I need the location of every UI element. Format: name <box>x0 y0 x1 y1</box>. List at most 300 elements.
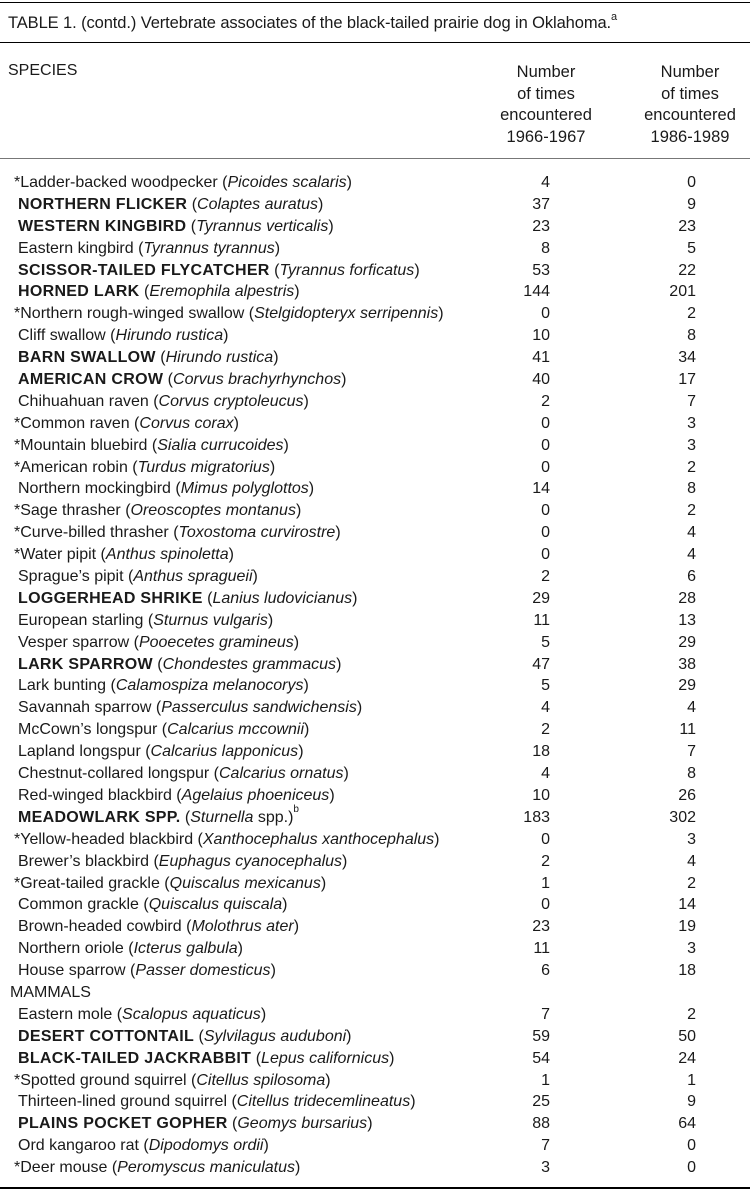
scientific-name: Stelgidopteryx serripennis <box>254 305 439 323</box>
scientific-name: Icterus galbula <box>133 940 238 958</box>
species-name: *American robin (Turdus migratorius) <box>14 458 276 476</box>
count-1986-1989: 2 <box>687 874 696 892</box>
count-1966-1967: 5 <box>541 677 550 695</box>
count-1986-1989: 29 <box>678 677 696 695</box>
count-1966-1967: 0 <box>541 546 550 564</box>
count-1966-1967: 40 <box>532 371 550 389</box>
count-1966-1967: 3 <box>541 1159 550 1177</box>
new-record-marker: * <box>14 1071 21 1089</box>
col-b-line-3: encountered <box>644 106 736 124</box>
species-name: Cliff swallow (Hirundo rustica) <box>18 327 229 345</box>
count-1966-1967: 0 <box>541 896 550 914</box>
count-1966-1967: 0 <box>541 458 550 476</box>
common-name: House sparrow <box>18 962 126 980</box>
scientific-name: Chondestes grammacus <box>162 655 337 673</box>
table-row <box>0 260 754 282</box>
count-1966-1967: 7 <box>541 1137 550 1155</box>
common-name: McCown’s longspur <box>18 721 158 739</box>
count-1966-1967: 37 <box>532 195 550 213</box>
count-1986-1989: 6 <box>687 568 696 586</box>
species-column-header: SPECIES <box>8 62 78 79</box>
new-record-marker: * <box>14 524 21 542</box>
common-name: Brewer’s blackbird <box>18 852 150 870</box>
common-name: WESTERN KINGBIRD <box>18 217 187 235</box>
count-1966-1967: 14 <box>532 480 550 498</box>
count-1966-1967: 144 <box>523 283 550 301</box>
new-record-marker: * <box>14 436 21 454</box>
count-1966-1967: 4 <box>541 699 550 717</box>
common-name: PLAINS POCKET GOPHER <box>18 1115 228 1133</box>
count-1986-1989: 3 <box>687 414 696 432</box>
species-name: *Spotted ground squirrel (Citellus spilosoma) <box>14 1071 331 1089</box>
scientific-name: Sylvilagus auduboni <box>203 1027 347 1045</box>
scientific-name: Anthus spragueii <box>133 568 253 586</box>
table-row <box>0 719 754 741</box>
species-name: *Water pipit (Anthus spinoletta) <box>14 546 234 564</box>
section-label: MAMMALS <box>10 983 91 1001</box>
species-name: NORTHERN FLICKER (Colaptes auratus) <box>18 195 324 213</box>
table-row <box>0 960 754 982</box>
species-name: BARN SWALLOW (Hirundo rustica) <box>18 349 279 367</box>
table-row <box>0 325 754 347</box>
species-name: Lapland longspur (Calcarius lapponicus) <box>18 743 304 761</box>
table-row <box>0 172 754 194</box>
count-1986-1989: 17 <box>678 371 696 389</box>
scientific-name: Corvus brachyrhynchos <box>173 371 342 389</box>
table-row <box>0 413 754 435</box>
table-row <box>0 610 754 632</box>
count-1986-1989: 38 <box>678 655 696 673</box>
count-1966-1967: 2 <box>541 392 550 410</box>
count-1986-1989: 0 <box>687 174 696 191</box>
count-1986-1989: 64 <box>678 1115 696 1133</box>
species-name: LOGGERHEAD SHRIKE (Lanius ludovicianus) <box>18 589 358 607</box>
species-name: Northern oriole (Icterus galbula) <box>18 940 243 958</box>
scientific-name: Tyrannus verticalis <box>196 217 329 235</box>
species-name: *Yellow-headed blackbird (Xanthocephalus xanthocephalus) <box>14 830 440 848</box>
scientific-name: Hirundo rustica <box>165 349 274 367</box>
table-row <box>0 391 754 413</box>
table-row <box>0 457 754 479</box>
scientific-name: Oreoscoptes montanus <box>130 502 296 520</box>
common-name: Common grackle <box>18 896 139 914</box>
common-name: Northern mockingbird <box>18 480 171 498</box>
count-1986-1989: 7 <box>687 743 696 761</box>
scientific-name: Geomys bursarius <box>237 1115 368 1133</box>
table-row <box>0 588 754 610</box>
species-name: Brown-headed cowbird (Molothrus ater) <box>18 918 300 936</box>
common-name: LARK SPARROW <box>18 655 153 673</box>
count-1966-1967: 0 <box>541 305 550 323</box>
common-name: Curve-billed thrasher <box>20 524 169 542</box>
count-1966-1967: 0 <box>541 830 550 848</box>
table-row <box>0 478 754 500</box>
scientific-name: Passer domesticus <box>135 962 271 980</box>
species-name: WESTERN KINGBIRD (Tyrannus verticalis) <box>18 217 334 235</box>
scientific-name: Mimus polyglottos <box>180 480 309 498</box>
count-1966-1967: 54 <box>532 1049 550 1067</box>
col-b-line-1: Number <box>660 63 720 81</box>
common-name: Brown-headed cowbird <box>18 918 182 936</box>
table-row <box>0 1113 754 1135</box>
common-name: Northern rough-winged swallow <box>20 305 245 323</box>
count-1986-1989: 8 <box>687 327 696 345</box>
common-name: SCISSOR-TAILED FLYCATCHER <box>18 261 270 279</box>
new-record-marker: * <box>14 414 21 432</box>
scientific-name: Peromyscus maniculatus <box>117 1159 296 1177</box>
table-row <box>0 829 754 851</box>
footnote-marker: b <box>293 803 299 815</box>
scientific-name: Toxostoma curvirostre <box>178 524 336 542</box>
common-name: Sage thrasher <box>20 502 121 520</box>
species-name: BLACK-TAILED JACKRABBIT (Lepus californicus) <box>18 1049 395 1067</box>
count-1986-1989: 3 <box>687 830 696 848</box>
count-1966-1967: 23 <box>532 217 550 235</box>
col-a-line-4: 1966-1967 <box>506 127 586 146</box>
new-record-marker: * <box>14 458 21 476</box>
scientific-name: Sturnella <box>190 808 254 826</box>
common-name: MEADOWLARK SPP. <box>18 808 181 826</box>
common-name: American robin <box>20 458 128 476</box>
scientific-name: Dipodomys ordii <box>148 1137 264 1155</box>
table-row <box>0 281 754 303</box>
table-row <box>0 435 754 457</box>
common-name: Yellow-headed blackbird <box>20 830 194 848</box>
scientific-name: Citellus spilosoma <box>196 1071 326 1089</box>
species-name: Savannah sparrow (Passerculus sandwichensis) <box>18 699 363 717</box>
scientific-name: Citellus tridecemlineatus <box>236 1093 411 1111</box>
count-1966-1967: 0 <box>541 502 550 520</box>
common-name: Thirteen-lined ground squirrel <box>18 1093 227 1111</box>
common-name: Ord kangaroo rat <box>18 1137 139 1155</box>
scientific-name: Calcarius mccownii <box>167 721 305 739</box>
species-name: Brewer’s blackbird (Euphagus cyanocephalus) <box>18 852 348 870</box>
scientific-name: Eremophila alpestris <box>149 283 295 301</box>
table-row <box>0 675 754 697</box>
count-1966-1967: 1 <box>541 874 550 892</box>
scientific-name: Tyrannus forficatus <box>279 261 415 279</box>
table-row <box>0 697 754 719</box>
top-rule <box>0 2 750 3</box>
count-1966-1967: 41 <box>532 349 550 367</box>
species-name: McCown’s longspur (Calcarius mccownii) <box>18 721 310 739</box>
table-row <box>0 1135 754 1157</box>
scientific-name: Calamospiza melanocorys <box>115 677 304 695</box>
common-name: Savannah sparrow <box>18 699 152 717</box>
count-1966-1967: 59 <box>532 1027 550 1045</box>
count-1986-1989: 2 <box>687 502 696 520</box>
column-header-1986-1989 <box>620 62 754 148</box>
scientific-name: Corvus corax <box>139 414 234 432</box>
new-record-marker: * <box>14 874 21 892</box>
table-row <box>0 500 754 522</box>
caption-rule <box>0 42 750 43</box>
count-1986-1989: 0 <box>687 1159 696 1177</box>
table-row <box>0 1091 754 1113</box>
species-name: *Ladder-backed woodpecker (Picoides scalaris) <box>14 174 352 191</box>
new-record-marker: * <box>14 830 21 848</box>
count-1966-1967: 10 <box>532 327 550 345</box>
count-1986-1989: 9 <box>687 195 696 213</box>
new-record-marker: * <box>14 305 21 323</box>
scientific-name: Euphagus cyanocephalus <box>158 852 343 870</box>
count-1986-1989: 2 <box>687 458 696 476</box>
common-name: Eastern mole <box>18 1005 113 1023</box>
count-1966-1967: 8 <box>541 239 550 257</box>
common-name: Sprague’s pipit <box>18 568 124 586</box>
count-1986-1989: 14 <box>678 896 696 914</box>
common-name: Red-winged blackbird <box>18 786 172 804</box>
count-1966-1967: 4 <box>541 174 550 191</box>
common-name: Great-tailed grackle <box>20 874 160 892</box>
common-name: AMERICAN CROW <box>18 371 164 389</box>
table-row <box>0 1070 754 1092</box>
common-name: Chihuahuan raven <box>18 392 149 410</box>
common-name: European starling <box>18 611 144 629</box>
count-1966-1967: 7 <box>541 1005 550 1023</box>
count-1986-1989: 5 <box>687 239 696 257</box>
count-1966-1967: 47 <box>532 655 550 673</box>
species-name: House sparrow (Passer domesticus) <box>18 962 276 980</box>
species-name: Vesper sparrow (Pooecetes gramineus) <box>18 633 300 651</box>
count-1966-1967: 0 <box>541 524 550 542</box>
count-1986-1989: 4 <box>687 546 696 564</box>
count-1986-1989: 302 <box>669 808 696 826</box>
count-1966-1967: 0 <box>541 436 550 454</box>
scientific-name: Scalopus aquaticus <box>122 1005 261 1023</box>
table-row <box>0 1004 754 1026</box>
table-row <box>0 369 754 391</box>
caption-footnote-marker: a <box>611 11 618 23</box>
count-1966-1967: 10 <box>532 786 550 804</box>
common-name: Common raven <box>20 414 130 432</box>
table-row <box>0 803 754 829</box>
common-name: Lapland longspur <box>18 743 141 761</box>
table-row <box>0 522 754 544</box>
count-1986-1989: 201 <box>669 283 696 301</box>
count-1966-1967: 6 <box>541 962 550 980</box>
species-name: HORNED LARK (Eremophila alpestris) <box>18 283 300 301</box>
scientific-name: Picoides scalaris <box>227 174 347 191</box>
species-name: Thirteen-lined ground squirrel (Citellus tridecemlineatus) <box>18 1093 416 1111</box>
common-name: BARN SWALLOW <box>18 349 156 367</box>
count-1986-1989: 19 <box>678 918 696 936</box>
col-a-line-1: Number <box>516 63 576 81</box>
species-name: Eastern mole (Scalopus aquaticus) <box>18 1005 267 1023</box>
col-b-line-4: 1986-1989 <box>650 127 730 146</box>
col-b-line-2: of times <box>661 84 719 103</box>
count-1986-1989: 11 <box>679 721 696 739</box>
column-header-1966-1967 <box>476 62 616 148</box>
count-1986-1989: 4 <box>687 852 696 870</box>
count-1986-1989: 3 <box>687 940 696 958</box>
scientific-name: Passerculus sandwichensis <box>161 699 357 717</box>
count-1986-1989: 7 <box>687 392 696 410</box>
common-name: Vesper sparrow <box>18 633 130 651</box>
table-row <box>0 544 754 566</box>
table-row <box>0 851 754 873</box>
count-1986-1989: 4 <box>687 524 696 542</box>
table-row <box>0 303 754 325</box>
species-name: Common grackle (Quiscalus quiscala) <box>18 896 288 914</box>
count-1986-1989: 2 <box>687 1005 696 1023</box>
common-name: Cliff swallow <box>18 327 106 345</box>
table-row <box>0 566 754 588</box>
count-1966-1967: 183 <box>523 808 550 826</box>
species-name: Lark bunting (Calamospiza melanocorys) <box>18 677 309 695</box>
count-1966-1967: 29 <box>532 589 550 607</box>
count-1986-1989: 34 <box>678 349 696 367</box>
count-1986-1989: 18 <box>678 962 696 980</box>
species-name: *Great-tailed grackle (Quiscalus mexicanus) <box>14 874 327 892</box>
common-name: BLACK-TAILED JACKRABBIT <box>18 1049 252 1067</box>
count-1966-1967: 0 <box>541 414 550 432</box>
common-name: LOGGERHEAD SHRIKE <box>18 589 203 607</box>
scientific-name: Quiscalus quiscala <box>148 896 283 914</box>
species-name: Sprague’s pipit (Anthus spragueii) <box>18 568 258 586</box>
species-name: Chestnut-collared longspur (Calcarius ornatus) <box>18 765 349 783</box>
table-row <box>0 654 754 676</box>
species-name: Ord kangaroo rat (Dipodomys ordii) <box>18 1137 269 1155</box>
common-name: Ladder-backed woodpecker <box>20 174 218 191</box>
count-1986-1989: 3 <box>687 436 696 454</box>
count-1966-1967: 2 <box>541 852 550 870</box>
species-name: *Mountain bluebird (Sialia currucoides) <box>14 436 289 454</box>
scientific-name: Sialia currucoides <box>157 436 284 454</box>
count-1986-1989: 50 <box>678 1027 696 1045</box>
table-row <box>0 216 754 238</box>
scientific-name: Colaptes auratus <box>197 195 318 213</box>
table-row <box>0 916 754 938</box>
species-name: LARK SPARROW (Chondestes grammacus) <box>18 655 342 673</box>
count-1966-1967: 11 <box>533 940 550 958</box>
table-row <box>0 938 754 960</box>
scientific-name: Turdus migratorius <box>137 458 270 476</box>
count-1966-1967: 18 <box>532 743 550 761</box>
species-name: *Curve-billed thrasher (Toxostoma curvirostre) <box>14 524 341 542</box>
species-name: *Sage thrasher (Oreoscoptes montanus) <box>14 502 302 520</box>
count-1986-1989: 26 <box>678 786 696 804</box>
species-name: *Northern rough-winged swallow (Stelgidopteryx serripennis) <box>14 305 444 323</box>
table-row <box>0 194 754 216</box>
species-name: DESERT COTTONTAIL (Sylvilagus auduboni) <box>18 1027 352 1045</box>
table-row <box>0 785 754 807</box>
count-1966-1967: 1 <box>541 1071 550 1089</box>
table-row <box>0 1157 754 1179</box>
scientific-name: Lepus californicus <box>261 1049 390 1067</box>
caption-text: TABLE 1. (contd.) Vertebrate associates of the black-tailed prairie dog in Oklahoma. <box>8 14 612 32</box>
species-name: *Common raven (Corvus corax) <box>14 414 239 432</box>
table-row <box>0 741 754 763</box>
count-1986-1989: 4 <box>687 699 696 717</box>
species-name: MEADOWLARK SPP. (Sturnella spp.)$^b$ <box>18 803 299 826</box>
common-name: DESERT COTTONTAIL <box>18 1027 195 1045</box>
count-1966-1967: 23 <box>532 918 550 936</box>
count-1966-1967: 2 <box>541 721 550 739</box>
scientific-name: Hirundo rustica <box>115 327 224 345</box>
species-name: Chihuahuan raven (Corvus cryptoleucus) <box>18 392 309 410</box>
species-name: SCISSOR-TAILED FLYCATCHER (Tyrannus forficatus) <box>18 261 420 279</box>
count-1986-1989: 0 <box>687 1137 696 1155</box>
count-1986-1989: 22 <box>678 261 696 279</box>
table-row <box>0 763 754 785</box>
new-record-marker: * <box>14 502 21 520</box>
header-rule <box>0 158 750 159</box>
new-record-marker: * <box>14 174 21 191</box>
table-row <box>0 1048 754 1070</box>
common-name: Deer mouse <box>20 1159 108 1177</box>
scientific-name: Molothrus ater <box>191 918 294 936</box>
count-1986-1989: 9 <box>687 1093 696 1111</box>
table-row <box>0 632 754 654</box>
section-heading <box>0 982 754 1004</box>
common-name: NORTHERN FLICKER <box>18 195 188 213</box>
col-a-line-3: encountered <box>500 106 592 124</box>
count-1986-1989: 13 <box>678 611 696 629</box>
count-1966-1967: 88 <box>532 1115 550 1133</box>
common-name: Chestnut-collared longspur <box>18 765 210 783</box>
common-name: Northern oriole <box>18 940 124 958</box>
table-row <box>0 238 754 260</box>
scientific-name: Calcarius lapponicus <box>150 743 299 761</box>
species-name: Red-winged blackbird (Agelaius phoeniceus) <box>18 786 335 804</box>
scientific-name: Lanius ludovicianus <box>212 589 353 607</box>
count-1966-1967: 11 <box>533 611 550 629</box>
species-name: AMERICAN CROW (Corvus brachyrhynchos) <box>18 371 347 389</box>
name-suffix: spp.) <box>257 808 294 826</box>
species-name: European starling (Sturnus vulgaris) <box>18 611 274 629</box>
scientific-name: Agelaius phoeniceus <box>181 786 330 804</box>
table-row <box>0 894 754 916</box>
species-name: Northern mockingbird (Mimus polyglottos) <box>18 480 315 498</box>
new-record-marker: * <box>14 546 21 564</box>
common-name: Water pipit <box>20 546 97 564</box>
table-body <box>0 172 754 1179</box>
table-row <box>0 873 754 895</box>
count-1966-1967: 2 <box>541 568 550 586</box>
common-name: Spotted ground squirrel <box>20 1071 187 1089</box>
bottom-rule <box>0 1187 750 1189</box>
count-1986-1989: 2 <box>687 305 696 323</box>
count-1966-1967: 5 <box>541 633 550 651</box>
common-name: Mountain bluebird <box>20 436 148 454</box>
species-name: Eastern kingbird (Tyrannus tyrannus) <box>18 239 281 257</box>
scientific-name: Quiscalus mexicanus <box>169 874 321 892</box>
common-name: HORNED LARK <box>18 283 140 301</box>
table-row <box>0 1026 754 1048</box>
count-1966-1967: 4 <box>541 765 550 783</box>
scientific-name: Corvus cryptoleucus <box>158 392 304 410</box>
count-1986-1989: 1 <box>687 1071 696 1089</box>
scientific-name: Calcarius ornatus <box>219 765 344 783</box>
count-1986-1989: 23 <box>678 217 696 235</box>
count-1986-1989: 28 <box>678 589 696 607</box>
species-name: PLAINS POCKET GOPHER (Geomys bursarius) <box>18 1115 373 1133</box>
species-name: *Deer mouse (Peromyscus maniculatus) <box>14 1159 301 1177</box>
scientific-name: Pooecetes gramineus <box>138 633 294 651</box>
count-1966-1967: 25 <box>532 1093 550 1111</box>
scientific-name: Xanthocephalus xanthocephalus <box>202 830 435 848</box>
count-1986-1989: 8 <box>687 765 696 783</box>
scientific-name: Sturnus vulgaris <box>153 611 268 629</box>
scientific-name: Tyrannus tyrannus <box>143 239 275 257</box>
scientific-name: Anthus spinoletta <box>105 546 229 564</box>
table-caption <box>8 11 618 33</box>
count-1986-1989: 8 <box>687 480 696 498</box>
new-record-marker: * <box>14 1159 21 1177</box>
common-name: Eastern kingbird <box>18 239 134 257</box>
common-name: Lark bunting <box>18 677 107 695</box>
